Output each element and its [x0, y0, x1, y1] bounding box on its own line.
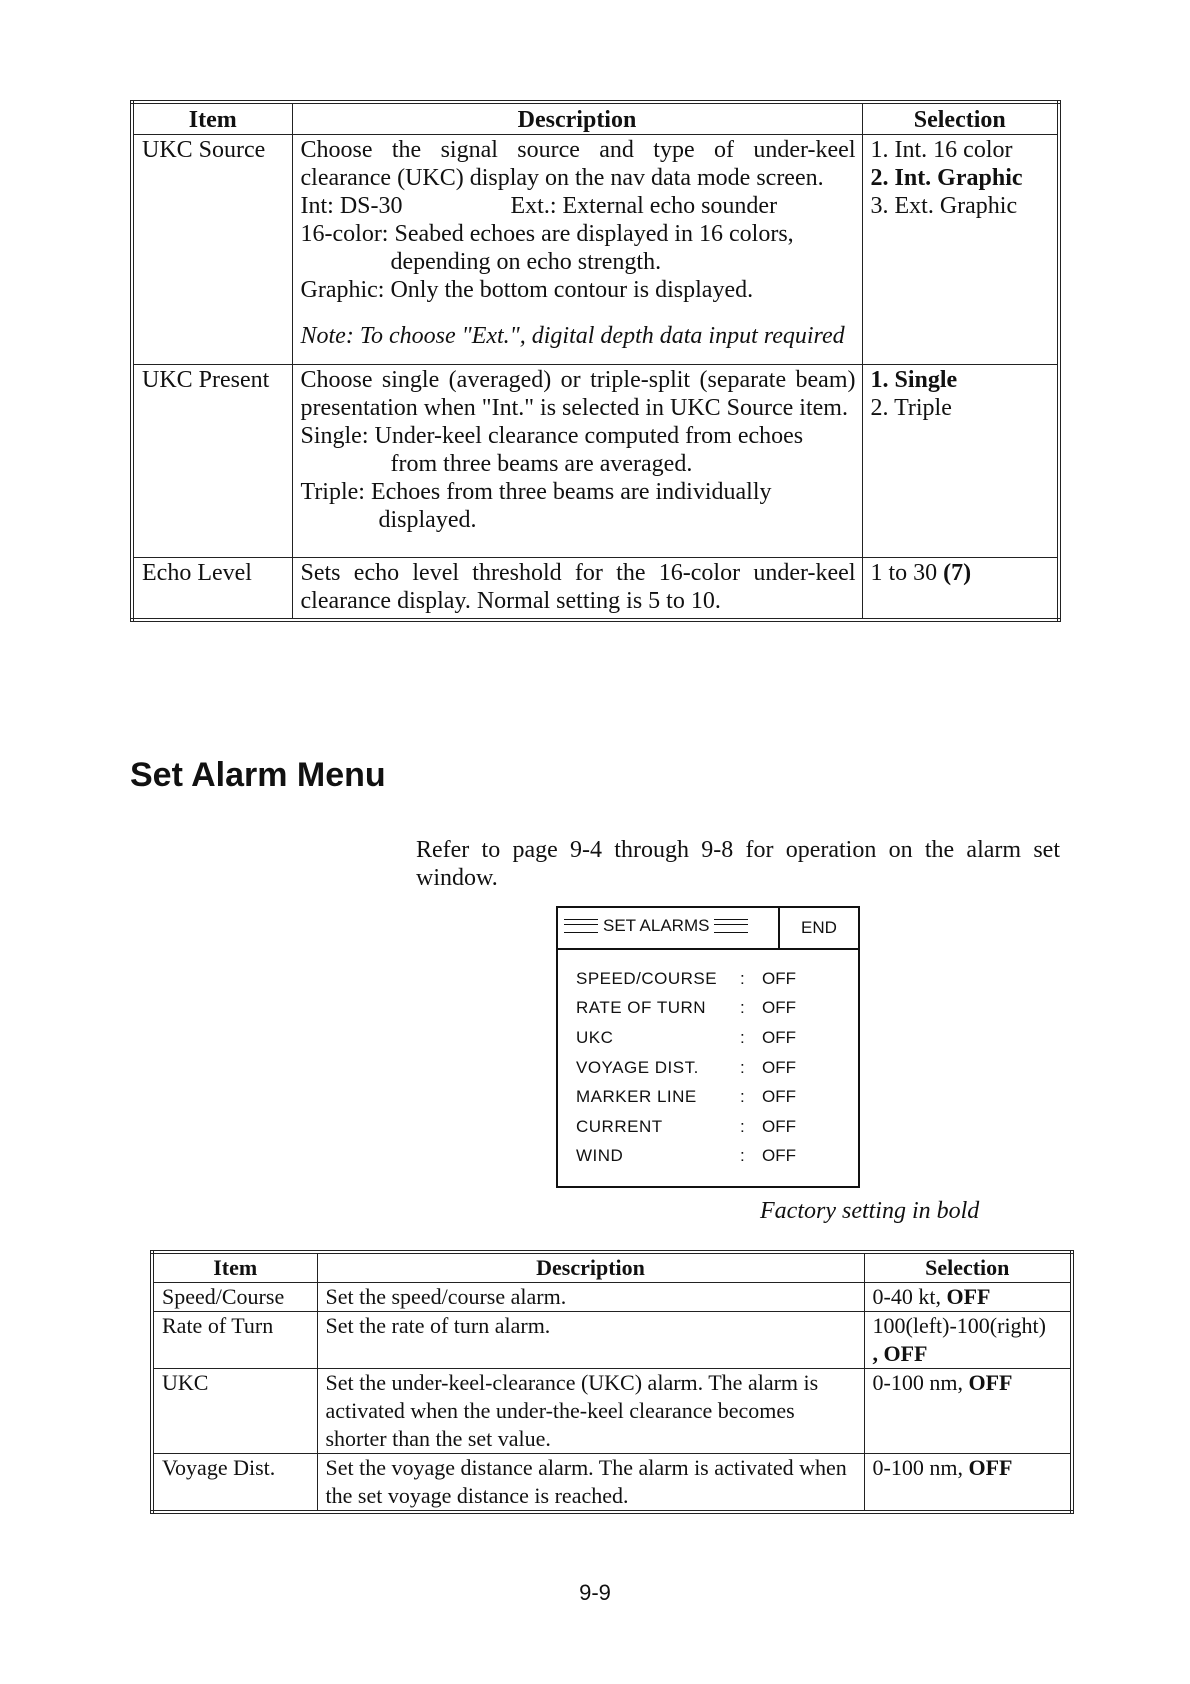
page-number: 9-9 — [579, 1580, 611, 1605]
colon: : — [740, 1057, 745, 1077]
alarm-label: SPEED/COURSE — [576, 968, 718, 988]
desc-text: depending on echo strength. — [390, 249, 662, 275]
alarm-item-voyage-dist[interactable] — [558, 1053, 858, 1083]
section-title: Set Alarm Menu — [130, 756, 386, 794]
header-selection: Selection — [862, 102, 1059, 135]
header-selection: Selection — [864, 1252, 1072, 1283]
set-alarms-window — [556, 906, 860, 1188]
note-text: Note: To choose "Ext.", digital depth data input required — [300, 323, 845, 349]
alarm-item-ukc[interactable] — [558, 1023, 858, 1053]
selection-option-default: 1. Single — [870, 367, 958, 393]
alarm-value: OFF — [762, 1146, 796, 1166]
row-description: Set the voyage distance alarm. The alarm is activated when the set voyage distance is reached. — [317, 1454, 864, 1513]
table-row — [152, 1283, 1072, 1312]
row-item: Speed/Course — [152, 1283, 317, 1312]
header-item: Item — [152, 1252, 317, 1283]
row-description — [292, 558, 862, 620]
colon: : — [740, 1116, 745, 1136]
selection-default: OFF — [968, 1455, 1013, 1480]
alarm-list — [558, 950, 858, 1171]
row-selection — [864, 1454, 1072, 1513]
selection-range: 0-100 nm, — [872, 1370, 969, 1395]
desc-text: Choose the signal source and type of under-keel clearance (UKC) display on the nav data mode screen. — [300, 137, 856, 191]
selection-range: 0-100 nm, — [872, 1455, 969, 1480]
alarm-label: RATE OF TURN — [576, 998, 707, 1018]
colon: : — [740, 1027, 745, 1047]
alarm-value: OFF — [762, 1027, 796, 1047]
row-selection — [862, 558, 1059, 620]
desc-text: Triple: Echoes from three beams are individually — [300, 479, 772, 505]
alarm-label: VOYAGE DIST. — [576, 1057, 699, 1077]
alarm-item-current[interactable] — [558, 1112, 858, 1142]
selection-option: 1. Int. 16 color — [870, 137, 1013, 163]
row-description — [292, 135, 862, 365]
title-lines-icon — [564, 919, 598, 933]
row-description: Set the speed/course alarm. — [317, 1283, 864, 1312]
title-lines-icon — [714, 919, 748, 933]
row-selection — [864, 1369, 1072, 1454]
alarm-label: WIND — [576, 1146, 624, 1166]
row-selection — [862, 365, 1059, 558]
selection-option: 1 to 30 — [870, 560, 944, 586]
alarm-value: OFF — [762, 1057, 796, 1077]
alarm-item-marker-line[interactable] — [558, 1082, 858, 1112]
row-description: Set the rate of turn alarm. — [317, 1312, 864, 1369]
desc-text: Graphic: Only the bottom contour is displayed. — [300, 277, 754, 303]
row-item: Echo Level — [132, 558, 292, 620]
selection-option: 2. Triple — [870, 395, 952, 421]
selection-default: OFF — [946, 1284, 991, 1309]
header-description: Description — [317, 1252, 864, 1283]
window-title-bar — [558, 908, 858, 950]
alarm-value: OFF — [762, 1087, 796, 1107]
colon: : — [740, 998, 745, 1018]
selection-option-default: 2. Int. Graphic — [870, 165, 1023, 191]
header-item: Item — [132, 102, 292, 135]
colon: : — [740, 1087, 745, 1107]
colon: : — [740, 1146, 745, 1166]
desc-text: Sets echo level threshold for the 16-color under-keel clearance display. Normal setting is 5 to 10. — [300, 560, 856, 614]
colon: : — [740, 968, 745, 988]
row-selection — [864, 1312, 1072, 1369]
alarm-value: OFF — [762, 998, 796, 1018]
row-selection — [862, 135, 1059, 365]
alarm-label: MARKER LINE — [576, 1087, 697, 1107]
table-row — [152, 1454, 1072, 1513]
desc-text: Int: DS-30 — [300, 193, 403, 219]
row-item: UKC Source — [132, 135, 292, 365]
table-header-row — [132, 102, 1059, 135]
desc-text: Single: Under-keel clearance computed from echoes — [300, 423, 804, 449]
row-item: Voyage Dist. — [152, 1454, 317, 1513]
table-row — [152, 1312, 1072, 1369]
ukc-settings-table — [130, 100, 1061, 622]
desc-text: from three beams are averaged. — [390, 451, 693, 477]
row-description — [292, 365, 862, 558]
row-selection — [864, 1283, 1072, 1312]
selection-default: , OFF — [872, 1341, 928, 1366]
table-row — [132, 135, 1059, 365]
intro-text: Refer to page 9-4 through 9-8 for operation on the alarm set window. — [416, 837, 1060, 891]
alarm-value: OFF — [762, 1116, 796, 1136]
desc-text: Ext.: External echo sounder — [510, 193, 778, 219]
selection-default: (7) — [943, 560, 972, 586]
table-header-row — [152, 1252, 1072, 1283]
factory-setting-note: Factory setting in bold — [760, 1198, 980, 1224]
row-item: Rate of Turn — [152, 1312, 317, 1369]
alarm-item-wind[interactable] — [558, 1142, 858, 1172]
end-button[interactable]: END — [778, 908, 858, 948]
row-item: UKC Present — [132, 365, 292, 558]
window-title-label: SET ALARMS — [603, 916, 710, 935]
desc-text: Choose single (averaged) or triple-split (separate beam) presentation when "Int." is selected in UKC Source item. — [300, 367, 856, 421]
alarm-item-speed-course[interactable] — [558, 964, 858, 994]
desc-text: displayed. — [378, 507, 477, 533]
desc-line — [301, 192, 856, 220]
alarm-item-rate-of-turn[interactable] — [558, 994, 858, 1024]
header-description: Description — [292, 102, 862, 135]
table-row — [152, 1369, 1072, 1454]
table-row — [132, 365, 1059, 558]
selection-option: 3. Ext. Graphic — [870, 193, 1018, 219]
window-title — [564, 916, 772, 936]
row-item: UKC — [152, 1369, 317, 1454]
table-row — [132, 558, 1059, 620]
selection-default: OFF — [968, 1370, 1013, 1395]
selection-range: 0-40 kt, — [872, 1284, 947, 1309]
row-description: Set the under-keel-clearance (UKC) alarm. The alarm is activated when the under-the-keel clearance becomes shorter than the set value. — [317, 1369, 864, 1454]
alarm-settings-table — [150, 1250, 1074, 1514]
desc-text: 16-color: Seabed echoes are displayed in 16 colors, — [300, 221, 794, 247]
selection-range: 100(left)-100(right) — [872, 1313, 1046, 1338]
alarm-label: UKC — [576, 1027, 614, 1047]
alarm-label: CURRENT — [576, 1116, 663, 1136]
alarm-value: OFF — [762, 968, 796, 988]
